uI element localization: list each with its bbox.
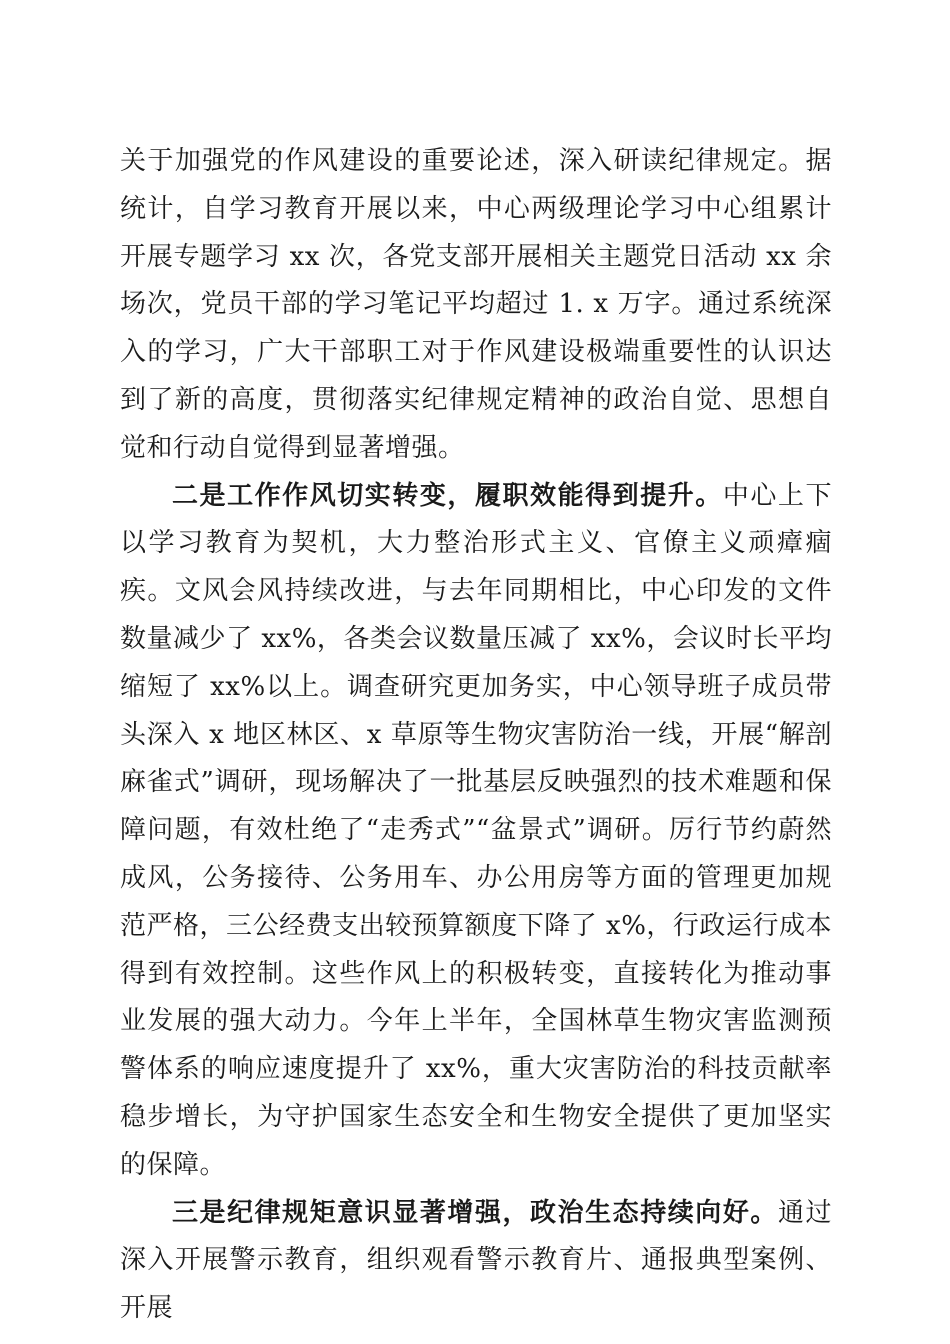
paragraph-1-text: 关于加强党的作风建设的重要论述，深入研读纪律规定。据统计，自学习教育开展以来，中心两级理论学习中心组累计开展专题学习 xx 次，各党支部开展相关主题党日活动 xx 余场次，党员干部的学习笔记平均超过 1. x 万字。通过系统深入的学习，广大干部职工对于作风建设极端重要性的认识达到了新的高度，贯彻落实纪律规定精神的政治自觉、思想自觉和行动自觉得到显著增强。 xyxy=(120,146,832,463)
paragraph-1 xyxy=(120,138,832,473)
paragraph-2 xyxy=(120,473,832,1190)
paragraph-3 xyxy=(120,1190,832,1333)
paragraph-3-heading: 三是纪律规矩意识显著增强，政治生态持续向好。 xyxy=(172,1197,778,1228)
document-body xyxy=(120,138,832,1333)
paragraph-2-text: 中心上下以学习教育为契机，大力整治形式主义、官僚主义顽瘴痼疾。文风会风持续改进，与去年同期相比，中心印发的文件数量减少了 xx%，各类会议数量压减了 xx%，会议时长平均缩短了 xx%以上。调查研究更加务实，中心领导班子成员带头深入 x 地区林区、x 草原等生物灾害防治一线，开展“解剖麻雀式”调研，现场解决了一批基层反映强烈的技术难题和保障问题，有效杜绝了“走秀式”“盆景式”调研。厉行节约蔚然成风，公务接待、公务用车、办公用房等方面的管理更加规范严格，三公经费支出较预算额度下降了 x%，行政运行成本得到有效控制。这些作风上的积极转变，直接转化为推动事业发展的强大动力。今年上半年，全国林草生物灾害监测预警体系的响应速度提升了 xx%，重大灾害防治的科技贡献率稳步增长，为守护国家生态安全和生物安全提供了更加坚实的保障。 xyxy=(120,480,832,1180)
paragraph-2-heading: 二是工作作风切实转变，履职效能得到提升。 xyxy=(172,480,723,511)
paragraph-3-text: 通过深入开展警示教育，组织观看警示教育片、通报典型案例、开展 xyxy=(120,1197,832,1324)
